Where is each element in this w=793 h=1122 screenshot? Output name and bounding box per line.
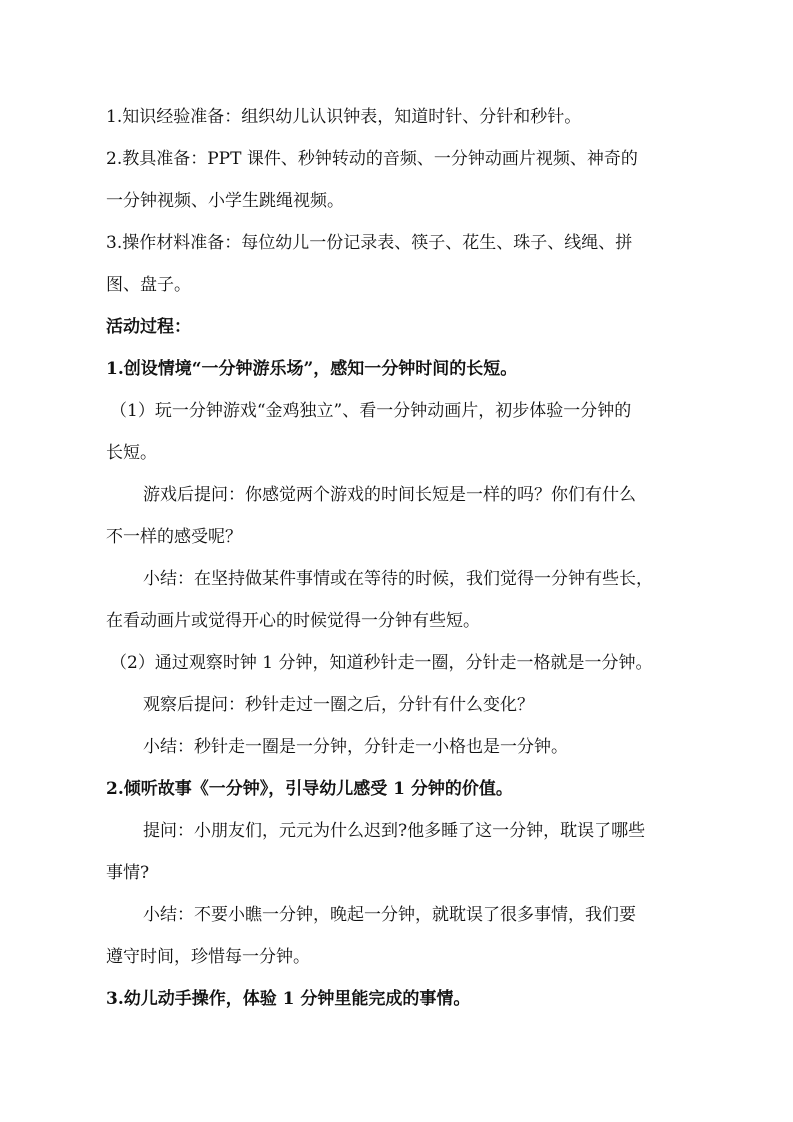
step-heading-1: 1.创设情境“一分钟游乐场”，感知一分钟时间的长短。 [106, 359, 518, 379]
substep-1-2: （2）通过观察时钟 1 分钟，知道秒针走一圈，分针走一格就是一分钟。 [110, 653, 653, 673]
question-after-game: 游戏后提问：你感觉两个游戏的时间长短是一样的吗？你们有什么 [143, 485, 636, 505]
substep-1-1-cont: 长短。 [106, 443, 157, 463]
substep-1-1: （1）玩一分钟游戏“金鸡独立”、看一分钟动画片，初步体验一分钟的 [110, 401, 632, 421]
summary-3-cont: 遵守时间，珍惜每一分钟。 [106, 947, 310, 967]
line-knowledge-prep: 1.知识经验准备：组织幼儿认识钟表，知道时针、分针和秒针。 [106, 107, 582, 127]
step-heading-2: 2.倾听故事《一分钟》，引导幼儿感受 1 分钟的价值。 [106, 779, 513, 799]
question-story: 提问：小朋友们，元元为什么迟到?他多睡了这一分钟，耽误了哪些 [143, 821, 646, 841]
step-heading-3: 3.幼儿动手操作，体验 1 分钟里能完成的事情。 [106, 989, 471, 1009]
line-teaching-aids-cont: 一分钟视频、小学生跳绳视频。 [106, 191, 344, 211]
line-materials: 3.操作材料准备：每位幼儿一份记录表、筷子、花生、珠子、线绳、拼 [106, 233, 633, 253]
question-story-cont: 事情? [106, 863, 150, 883]
question-after-observe: 观察后提问：秒针走过一圈之后，分针有什么变化？ [143, 695, 534, 715]
line-teaching-aids: 2.教具准备：PPT 课件、秒钟转动的音频、一分钟动画片视频、神奇的 [106, 149, 638, 169]
summary-2: 小结：秒针走一圈是一分钟，分针走一小格也是一分钟。 [143, 737, 568, 757]
section-heading-process: 活动过程： [106, 317, 191, 337]
question-after-game-cont: 不一样的感受呢？ [106, 527, 242, 547]
summary-1: 小结：在坚持做某件事情或在等待的时候，我们觉得一分钟有些长， [143, 569, 653, 589]
summary-3: 小结：不要小瞧一分钟，晚起一分钟，就耽误了很多事情，我们要 [143, 905, 636, 925]
line-materials-cont: 图、盘子。 [106, 275, 191, 295]
summary-1-cont: 在看动画片或觉得开心的时候觉得一分钟有些短。 [106, 611, 480, 631]
